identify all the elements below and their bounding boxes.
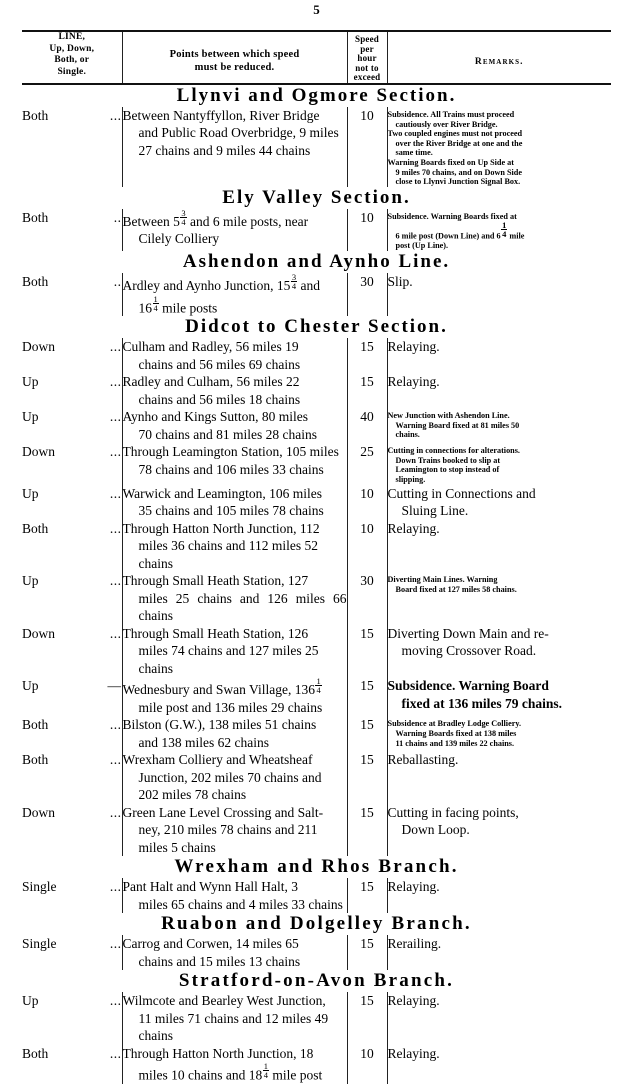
points-line: Between Nantyffyllon, River Bridge (122, 107, 320, 123)
remarks-cell (387, 485, 611, 520)
remarks-line: Relaying. (387, 993, 440, 1009)
leader-dots-cell: ... (100, 408, 122, 443)
header-remarks-column (387, 32, 611, 83)
speed-limit-cell: 15 (347, 935, 387, 970)
line-type-cell: Down (22, 804, 55, 820)
table-row (22, 992, 611, 1045)
header-remarks-label: Remarks. (474, 57, 524, 67)
points-line: miles 36 chains and 112 miles 52 (138, 538, 318, 554)
remarks-line: Rerailing. (387, 936, 442, 952)
section-heading-row (22, 251, 611, 273)
points-line: 27 chains and 9 miles 44 chains (138, 142, 311, 158)
section-title: Llynvi and Ogmore Section. (176, 84, 457, 106)
points-line: Warwick and Leamington, 106 miles (122, 485, 323, 501)
table-row (22, 572, 611, 625)
points-line: Through Small Heath Station, 126 (122, 625, 309, 641)
remarks-line: Relaying. (387, 339, 440, 355)
section-heading-row (22, 913, 611, 935)
speed-limit-cell: 15 (347, 338, 387, 373)
header-line-l3: Both, or (54, 55, 90, 65)
fraction-glyph: $\frac{1}{4}$ (263, 1061, 268, 1081)
leader-dots-cell: ... (100, 751, 122, 804)
section-heading-row (22, 85, 611, 107)
fraction-glyph: $\frac{1}{4}$ (153, 293, 158, 313)
points-line: Wrexham Colliery and Wheatsheaf (122, 752, 313, 768)
points-cell (122, 273, 347, 317)
points-line: miles 74 chains and 127 miles 25 (138, 643, 319, 659)
points-line: 16 $\frac{1}{4}$ mile posts (138, 293, 218, 315)
remarks-line: same time. (395, 148, 433, 158)
leader-dots-cell: ... (100, 485, 122, 520)
points-line: Green Lane Level Crossing and Salt- (122, 804, 324, 820)
table-row (22, 716, 611, 751)
points-cell (122, 625, 347, 678)
leader-dots-cell: ... (100, 572, 122, 625)
table-row (22, 520, 611, 573)
restrictions-grid (22, 32, 611, 1084)
speed-limit-cell: 10 (347, 485, 387, 520)
remarks-cell (387, 373, 611, 408)
header-speed-l1: Speed (355, 34, 380, 44)
section-title: Wrexham and Rhos Branch. (174, 856, 459, 878)
section-heading-row (22, 856, 611, 878)
speed-limit-cell: 40 (347, 408, 387, 443)
header-speed-l4: not to (355, 62, 379, 73)
speed-limit-cell: 15 (347, 992, 387, 1045)
leader-dots-cell: ... (100, 716, 122, 751)
table-row (22, 935, 611, 970)
points-line: Aynho and Kings Sutton, 80 miles (122, 409, 309, 425)
speed-limit-cell: 10 (347, 107, 387, 187)
table-row (22, 373, 611, 408)
leader-dots-cell: ... (100, 804, 122, 857)
table-row (22, 408, 611, 443)
remarks-line: Diverting Down Main and re- (387, 625, 549, 641)
line-type-cell: Both (22, 107, 49, 123)
speed-limit-cell: 15 (347, 677, 387, 716)
leader-dots-cell: — (100, 677, 122, 716)
remarks-line: 11 chains and 139 miles 22 chains. (395, 738, 515, 748)
remarks-line: Warning Board fixed at 81 miles 50 (395, 420, 520, 430)
points-line: Pant Halt and Wynn Hall Halt, 3 (122, 879, 299, 895)
remarks-line: Down Trains booked to slip at (395, 455, 501, 465)
leader-dots-cell: ... (100, 373, 122, 408)
leader-dots-cell: .. (100, 273, 122, 317)
line-type-cell: Up (22, 573, 39, 589)
remarks-line: Subsidence. All Trains must proceed (387, 109, 515, 119)
remarks-line: Relaying. (387, 879, 440, 895)
points-line: Bilston (G.W.), 138 miles 51 chains (122, 717, 317, 733)
speed-limit-cell: 30 (347, 273, 387, 317)
line-type-cell: Both (22, 209, 49, 225)
points-line: 11 miles 71 chains and 12 miles 49 (138, 1010, 329, 1026)
points-cell (122, 716, 347, 751)
remarks-line: Subsidence at Bradley Lodge Colliery. (387, 719, 522, 729)
points-cell (122, 751, 347, 804)
remarks-line: Down Loop. (401, 822, 470, 838)
points-cell (122, 209, 347, 251)
table-row (22, 107, 611, 187)
speed-limit-cell: 25 (347, 443, 387, 484)
speed-limit-cell: 15 (347, 373, 387, 408)
points-line: Through Leamington Station, 105 miles (122, 444, 339, 460)
points-cell (122, 677, 347, 716)
line-type-cell: Both (22, 752, 49, 768)
points-cell (122, 520, 347, 573)
line-type-cell: Both (22, 717, 49, 733)
header-points-column (122, 32, 347, 83)
points-line: Carrog and Corwen, 14 miles 65 (122, 936, 299, 952)
remarks-line: Slip. (387, 273, 413, 289)
header-speed-l5: exceed (353, 72, 381, 83)
points-line: Cilely Colliery (138, 231, 220, 247)
header-speed-column (347, 32, 387, 83)
points-cell (122, 485, 347, 520)
remarks-line: post (Up Line). (395, 241, 449, 251)
table-body (22, 83, 611, 1084)
points-line: miles 5 chains (138, 839, 216, 855)
points-cell (122, 1045, 347, 1084)
line-type-cell: Up (22, 485, 39, 501)
remarks-line: 9 miles 70 chains, and on Down Side (395, 167, 522, 177)
remarks-line: 6 mile post (Down Line) and 6 $\frac{1}{4}$ mile (395, 220, 525, 241)
points-line: Through Hatton North Junction, 112 (122, 520, 320, 536)
remarks-line: Subsidence. Warning Boards fixed at (387, 211, 517, 221)
points-line: Between 5 $\frac{3}{4}$ and 6 mile posts, near (122, 207, 309, 229)
speed-restrictions-table (22, 30, 611, 1084)
remarks-line: Relaying. (387, 520, 440, 536)
leader-dots-cell: ... (100, 443, 122, 484)
speed-limit-cell: 15 (347, 716, 387, 751)
remarks-line: Cutting in Connections and (387, 485, 536, 501)
points-line: Ardley and Aynho Junction, 15 $\frac{3}{4}$ and (122, 271, 321, 294)
remarks-cell (387, 273, 611, 317)
remarks-line: Sluing Line. (401, 503, 469, 519)
remarks-line: chains. (395, 430, 420, 440)
remarks-cell (387, 935, 611, 970)
table-row (22, 1045, 611, 1084)
points-line: miles 25 chains and 126 miles 66 chains (138, 590, 347, 624)
points-line: and Public Road Overbridge, 9 miles (138, 125, 339, 141)
speed-limit-cell: 15 (347, 804, 387, 857)
section-title: Didcot to Chester Section. (185, 316, 448, 338)
remarks-line: fixed at 136 miles 79 chains. (401, 695, 563, 711)
points-line: Radley and Culham, 56 miles 22 (122, 374, 300, 390)
remarks-line: Warning Boards fixed at 138 miles (395, 729, 517, 739)
remarks-cell (387, 992, 611, 1045)
table-row (22, 273, 611, 317)
points-cell (122, 408, 347, 443)
points-line: miles 65 chains and 4 miles 33 chains (138, 896, 343, 912)
line-type-cell: Both (22, 1045, 49, 1061)
remarks-line: slipping. (395, 475, 426, 485)
leader-dots-cell: ... (100, 935, 122, 970)
speed-limit-cell: 15 (347, 878, 387, 913)
remarks-line: Board fixed at 127 miles 58 chains. (395, 584, 517, 594)
points-cell (122, 804, 347, 857)
line-type-cell: Up (22, 678, 39, 694)
leader-dots-cell: ... (100, 520, 122, 573)
remarks-cell (387, 878, 611, 913)
section-title: Ashendon and Aynho Line. (182, 250, 451, 272)
leader-dots-cell: .. (100, 209, 122, 251)
table-row (22, 443, 611, 484)
table-row (22, 878, 611, 913)
remarks-cell (387, 572, 611, 625)
remarks-cell (387, 107, 611, 187)
line-type-cell: Up (22, 374, 39, 390)
points-line: miles 10 chains and 18 $\frac{1}{4}$ mile post (138, 1061, 323, 1083)
remarks-line: Relaying. (387, 1045, 440, 1061)
table-row (22, 485, 611, 520)
points-line: Junction, 202 miles 70 chains and (138, 769, 322, 785)
fraction-glyph: $\frac{3}{4}$ (181, 207, 186, 227)
section-title: Stratford-on-Avon Branch. (178, 970, 455, 992)
points-line: chains (138, 1028, 174, 1044)
points-line: Wednesbury and Swan Village, 136 $\frac{1}{4}$ (122, 676, 321, 698)
section-heading-row (22, 970, 611, 992)
remarks-cell (387, 408, 611, 443)
remarks-line: Cutting in facing points, (387, 804, 519, 820)
line-type-cell: Single (22, 936, 57, 952)
speed-limit-cell: 15 (347, 625, 387, 678)
header-points-l1: Points between which speed (169, 49, 300, 60)
table-header (22, 32, 611, 83)
section-title: Ruabon and Dolgelley Branch. (161, 913, 472, 935)
points-line: chains and 15 miles 13 chains (138, 953, 301, 969)
section-heading-row (22, 316, 611, 338)
table-row (22, 625, 611, 678)
remarks-line: close to Llynvi Junction Signal Box. (395, 177, 521, 187)
remarks-line: moving Crossover Road. (401, 643, 537, 659)
remarks-cell (387, 520, 611, 573)
points-cell (122, 443, 347, 484)
line-type-cell: Both (22, 520, 49, 536)
points-line: ney, 210 miles 78 chains and 211 (138, 822, 318, 838)
speed-limit-cell: 10 (347, 209, 387, 251)
remarks-line: Relaying. (387, 374, 440, 390)
remarks-cell (387, 443, 611, 484)
leader-dots-cell: ... (100, 625, 122, 678)
fraction-glyph: $\frac{1}{4}$ (502, 220, 507, 240)
page-number: 5 (313, 2, 320, 17)
remarks-line: Two coupled engines must not proceed (387, 129, 523, 139)
leader-dots-cell: ... (100, 1045, 122, 1084)
remarks-cell (387, 677, 611, 716)
header-line-l1: LINE, (58, 32, 86, 42)
remarks-line: Subsidence. Warning Board (387, 678, 549, 694)
remarks-cell (387, 625, 611, 678)
points-line: chains (138, 660, 174, 676)
table-row (22, 677, 611, 716)
remarks-line: over the River Bridge at one and the (395, 138, 523, 148)
speed-limit-cell: 30 (347, 572, 387, 625)
points-line: Through Small Heath Station, 127 (122, 573, 309, 589)
fraction-glyph: $\frac{3}{4}$ (291, 271, 297, 291)
remarks-line: Diverting Main Lines. Warning (387, 575, 498, 585)
line-type-cell: Single (22, 879, 57, 895)
remarks-line: New Junction with Ashendon Line. (387, 411, 510, 421)
remarks-cell (387, 209, 611, 251)
remarks-cell (387, 716, 611, 751)
remarks-cell (387, 804, 611, 857)
line-type-cell: Up (22, 409, 39, 425)
points-cell (122, 107, 347, 187)
remarks-cell (387, 751, 611, 804)
remarks-line: Cutting in connections for alterations. (387, 446, 520, 456)
points-line: chains and 56 miles 69 chains (138, 356, 301, 372)
header-row (22, 32, 611, 83)
table-row (22, 751, 611, 804)
points-cell (122, 572, 347, 625)
points-cell (122, 992, 347, 1045)
header-line-l2: Up, Down, (49, 43, 95, 54)
header-speed-l2: per (360, 43, 374, 54)
line-type-cell: Both (22, 273, 49, 289)
points-line: Wilmcote and Bearley West Junction, (122, 993, 326, 1009)
line-type-cell: Down (22, 339, 55, 355)
points-line: 35 chains and 105 miles 78 chains (138, 503, 324, 519)
leader-dots-cell: ... (100, 878, 122, 913)
header-line-column (22, 32, 122, 83)
line-type-cell: Down (22, 444, 55, 460)
remarks-line: Leamington to stop instead of (395, 465, 500, 475)
points-line: Through Hatton North Junction, 18 (122, 1045, 314, 1061)
remarks-cell (387, 1045, 611, 1084)
table-row (22, 338, 611, 373)
header-points-l2: must be reduced. (194, 62, 275, 73)
section-heading-row (22, 187, 611, 209)
speed-limit-cell: 15 (347, 751, 387, 804)
points-line: 78 chains and 106 miles 33 chains (138, 461, 324, 477)
remarks-line: cautiously over River Bridge. (395, 119, 498, 129)
points-line: chains and 56 miles 18 chains (138, 391, 301, 407)
points-cell (122, 935, 347, 970)
table-row (22, 804, 611, 857)
points-cell (122, 373, 347, 408)
leader-dots-cell: ... (100, 107, 122, 187)
points-line: Culham and Radley, 56 miles 19 (122, 339, 299, 355)
header-speed-l3: hour (357, 53, 377, 64)
table-row (22, 209, 611, 251)
points-line: and 138 miles 62 chains (138, 734, 269, 750)
line-type-cell: Up (22, 993, 39, 1009)
remarks-line: Warning Boards fixed on Up Side at (387, 157, 514, 167)
points-line: chains (138, 555, 174, 571)
remarks-line: Reballasting. (387, 752, 459, 768)
points-line: mile post and 136 miles 29 chains (138, 699, 323, 715)
speed-limit-cell: 10 (347, 1045, 387, 1084)
points-cell (122, 878, 347, 913)
fraction-glyph: $\frac{1}{4}$ (316, 676, 321, 696)
speed-limit-cell: 10 (347, 520, 387, 573)
header-line-l4: Single. (57, 66, 87, 77)
section-title: Ely Valley Section. (222, 186, 411, 208)
remarks-cell (387, 338, 611, 373)
leader-dots-cell: ... (100, 338, 122, 373)
points-line: 70 chains and 81 miles 28 chains (138, 426, 317, 442)
leader-dots-cell: ... (100, 992, 122, 1045)
points-cell (122, 338, 347, 373)
line-type-cell: Down (22, 625, 55, 641)
points-line: 202 miles 78 chains (138, 787, 247, 803)
